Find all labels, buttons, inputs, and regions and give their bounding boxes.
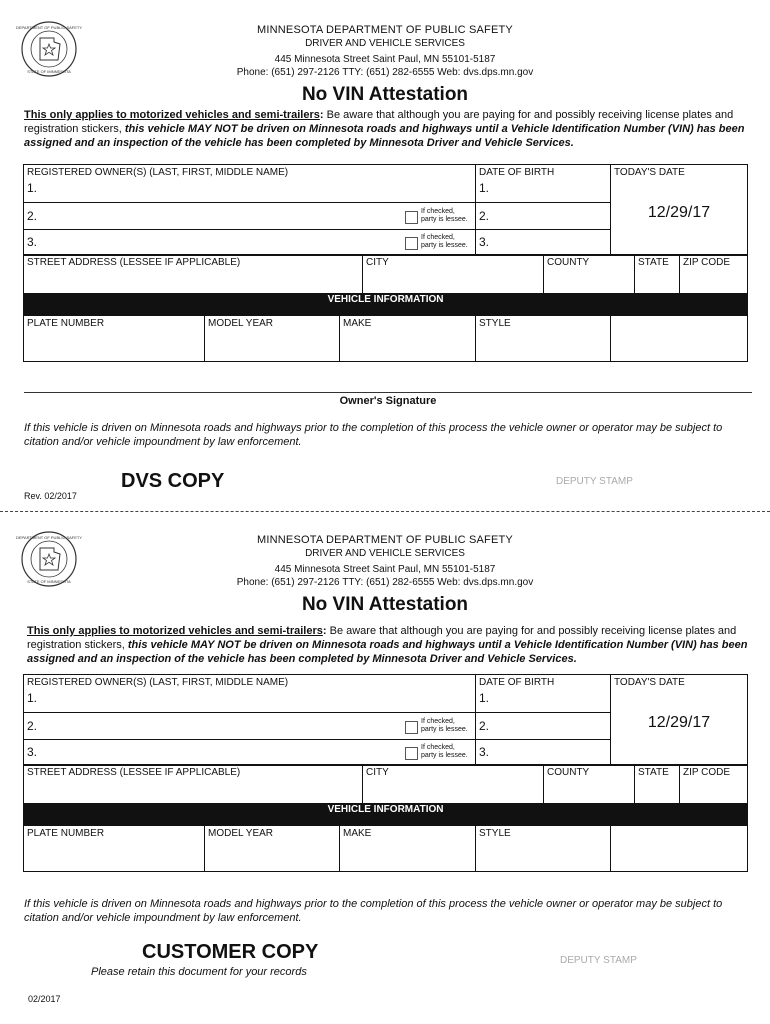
lessee-check-line2-2: party is lessee. [421, 216, 468, 223]
owner-number-2b: 2. [27, 719, 38, 733]
zip-label-2: ZIP CODE [683, 767, 731, 778]
city-cell-2[interactable] [363, 765, 544, 805]
revision-label: Rev. 02/2017 [24, 491, 77, 501]
city-cell[interactable] [363, 255, 544, 295]
dept-address-2: 445 Minnesota Street Saint Paul, MN 55101-5187 [274, 564, 496, 575]
intro-text1-2: Be aware that although you are paying for and possibly receiving license plates and registration stickers, [27, 625, 737, 651]
plate-number-cell[interactable] [24, 316, 205, 362]
signature-line[interactable] [24, 392, 752, 393]
style-label-2: STYLE [479, 828, 511, 839]
make-cell-2[interactable] [340, 826, 476, 872]
lessee-checkbox-3[interactable] [405, 237, 418, 250]
make-label: MAKE [343, 318, 372, 329]
today-date-cell-2[interactable] [611, 675, 748, 766]
intro-colon-2: : [322, 625, 327, 637]
lessee-checkbox-3b[interactable] [405, 747, 418, 760]
owner-table-2 [23, 674, 748, 766]
dob-cell-2b[interactable] [476, 713, 611, 740]
owner-cell-1[interactable] [24, 165, 476, 203]
county-label-2: COUNTY [547, 767, 590, 778]
state-cell[interactable] [635, 255, 680, 295]
owner-cell-3b[interactable] [24, 740, 476, 766]
zip-cell-2[interactable] [680, 765, 748, 805]
style-label: STYLE [479, 318, 511, 329]
dob-cell-1[interactable] [476, 165, 611, 203]
make-cell[interactable] [340, 316, 476, 362]
dept-phone-2: Phone: (651) 297-2126 TTY: (651) 282-6555 Web: dvs.dps.mn.gov [236, 577, 534, 588]
dvs-copy-label: DVS COPY [121, 470, 225, 492]
lessee-check-line2-3b: party is lessee. [421, 752, 468, 759]
lessee-check-line2-3: party is lessee. [421, 242, 468, 249]
vehicle-table-2 [23, 803, 748, 872]
today-label-2: TODAY'S DATE [614, 677, 685, 688]
owner-label: REGISTERED OWNER(S) (LAST, FIRST, MIDDLE NAME) [27, 167, 289, 178]
state-label-2: STATE [638, 767, 669, 778]
plate-label-2: PLATE NUMBER [27, 828, 105, 839]
signature-label: Owner's Signature [339, 395, 437, 407]
county-label: COUNTY [547, 257, 590, 268]
state-cell-2[interactable] [635, 765, 680, 805]
dob-number-1: 1. [479, 181, 490, 195]
intro-text1: Be aware that although you are paying for and possibly receiving license plates and registration stickers, [24, 109, 734, 135]
warning-text-2: If this vehicle is driven on Minnesota roads and highways prior to the completion of this process the vehicle owner or operator may be subject to citation and/or vehicle impoundment by law enforcement. [24, 898, 723, 924]
model-year-cell[interactable] [205, 316, 340, 362]
vehicle-extra-cell-2[interactable] [611, 826, 748, 872]
today-date-value: 12/29/17 [647, 204, 711, 221]
owner-cell-2b[interactable] [24, 713, 476, 740]
lessee-check-line2-2b: party is lessee. [421, 726, 468, 733]
county-cell-2[interactable] [544, 765, 635, 805]
seal-top-text-2: DEPARTMENT OF PUBLIC SAFETY [15, 535, 83, 540]
deputy-stamp-label-2: DEPUTY STAMP [560, 955, 637, 966]
warning-text: If this vehicle is driven on Minnesota roads and highways prior to the completion of this process the vehicle owner or operator may be subject to citation and/or vehicle impoundment by law enforcement. [24, 422, 723, 448]
retain-note: Please retain this document for your records [91, 966, 307, 978]
style-cell[interactable] [476, 316, 611, 362]
lessee-checkbox-2[interactable] [405, 211, 418, 224]
division-name: DRIVER AND VEHICLE SERVICES [305, 38, 465, 49]
lessee-check-line1-2b: If checked, [421, 718, 455, 725]
year-label: MODEL YEAR [208, 318, 274, 329]
year-label-2: MODEL YEAR [208, 828, 274, 839]
owner-number-1b: 1. [27, 691, 38, 705]
vehicle-table [23, 293, 748, 362]
owner-number-2: 2. [27, 209, 38, 223]
revision-label-2: 02/2017 [28, 994, 61, 1004]
state-label: STATE [638, 257, 669, 268]
county-cell[interactable] [544, 255, 635, 295]
intro-applies-2: This only applies to motorized vehicles and semi-trailers [27, 625, 323, 637]
owner-cell-3[interactable] [24, 230, 476, 256]
dob-number-1b: 1. [479, 691, 490, 705]
street-label-2: STREET ADDRESS (LESSEE IF APPLICABLE) [27, 767, 241, 778]
model-year-cell-2[interactable] [205, 826, 340, 872]
address-table [23, 254, 748, 295]
lessee-check-line1-3: If checked, [421, 234, 455, 241]
vehicle-info-bar-2: VEHICLE INFORMATION [24, 804, 748, 826]
intro-colon: : [319, 109, 324, 121]
cut-line [0, 511, 770, 512]
dob-cell-1b[interactable] [476, 675, 611, 713]
seal-bottom-text: STATE OF MINNESOTA [27, 69, 71, 74]
customer-copy-label: CUSTOMER COPY [142, 941, 319, 963]
seal-top-text: DEPARTMENT OF PUBLIC SAFETY [15, 25, 83, 30]
vehicle-extra-cell[interactable] [611, 316, 748, 362]
dob-label: DATE OF BIRTH [479, 167, 555, 178]
street-address-cell[interactable] [24, 255, 363, 295]
dept-phone: Phone: (651) 297-2126 TTY: (651) 282-6555 Web: dvs.dps.mn.gov [236, 67, 534, 78]
today-date-cell[interactable] [611, 165, 748, 256]
dept-address: 445 Minnesota Street Saint Paul, MN 55101-5187 [274, 54, 496, 65]
seal-bottom-text-2: STATE OF MINNESOTA [27, 579, 71, 584]
dob-number-3b: 3. [479, 745, 490, 759]
dob-cell-3[interactable] [476, 230, 611, 256]
today-label: TODAY'S DATE [614, 167, 685, 178]
dept-name: MINNESOTA DEPARTMENT OF PUBLIC SAFETY [257, 24, 513, 36]
owner-number-1: 1. [27, 181, 38, 195]
owner-number-3b: 3. [27, 745, 38, 759]
intro-applies: This only applies to motorized vehicles and semi-trailers [24, 109, 320, 121]
dob-number-3: 3. [479, 235, 490, 249]
intro-bold-italic: this vehicle MAY NOT be driven on Minnesota roads and highways until a Vehicle Identification Number (VIN) has been assigned and an inspection of the vehicle has been completed by Minnesota Driver and Vehicle Services. [24, 123, 745, 149]
page-title-2: No VIN Attestation [301, 594, 469, 615]
street-address-cell-2[interactable] [24, 765, 363, 805]
dob-number-2b: 2. [479, 719, 490, 733]
dob-label-2: DATE OF BIRTH [479, 677, 555, 688]
page-title: No VIN Attestation [301, 84, 469, 105]
street-label: STREET ADDRESS (LESSEE IF APPLICABLE) [27, 257, 241, 268]
intro-text-2 [27, 624, 749, 666]
plate-label: PLATE NUMBER [27, 318, 105, 329]
vehicle-info-bar: VEHICLE INFORMATION [24, 294, 748, 316]
deputy-stamp-label: DEPUTY STAMP [556, 476, 633, 487]
zip-cell[interactable] [680, 255, 748, 295]
city-label-2: CITY [366, 767, 389, 778]
lessee-checkbox-2b[interactable] [405, 721, 418, 734]
dob-cell-2[interactable] [476, 203, 611, 230]
dept-name-2: MINNESOTA DEPARTMENT OF PUBLIC SAFETY [257, 534, 513, 546]
style-cell-2[interactable] [476, 826, 611, 872]
make-label-2: MAKE [343, 828, 372, 839]
lessee-check-line1-2: If checked, [421, 208, 455, 215]
dob-number-2: 2. [479, 209, 490, 223]
lessee-check-line1-3b: If checked, [421, 744, 455, 751]
owner-cell-1b[interactable] [24, 675, 476, 713]
intro-bold-italic-2: this vehicle MAY NOT be driven on Minnesota roads and highways until a Vehicle Identification Number (VIN) has been assigned and an inspection of the vehicle has been completed by Minnesota Driver and Vehicle Services. [27, 639, 748, 665]
owner-cell-2[interactable] [24, 203, 476, 230]
owner-number-3: 3. [27, 235, 38, 249]
zip-label: ZIP CODE [683, 257, 731, 268]
dob-cell-3b[interactable] [476, 740, 611, 766]
city-label: CITY [366, 257, 389, 268]
plate-number-cell-2[interactable] [24, 826, 205, 872]
division-name-2: DRIVER AND VEHICLE SERVICES [305, 548, 465, 559]
today-date-value-2: 12/29/17 [647, 714, 711, 731]
intro-text [24, 108, 750, 150]
owner-label-2: REGISTERED OWNER(S) (LAST, FIRST, MIDDLE NAME) [27, 677, 289, 688]
owner-table [23, 164, 748, 256]
address-table-2 [23, 764, 748, 805]
